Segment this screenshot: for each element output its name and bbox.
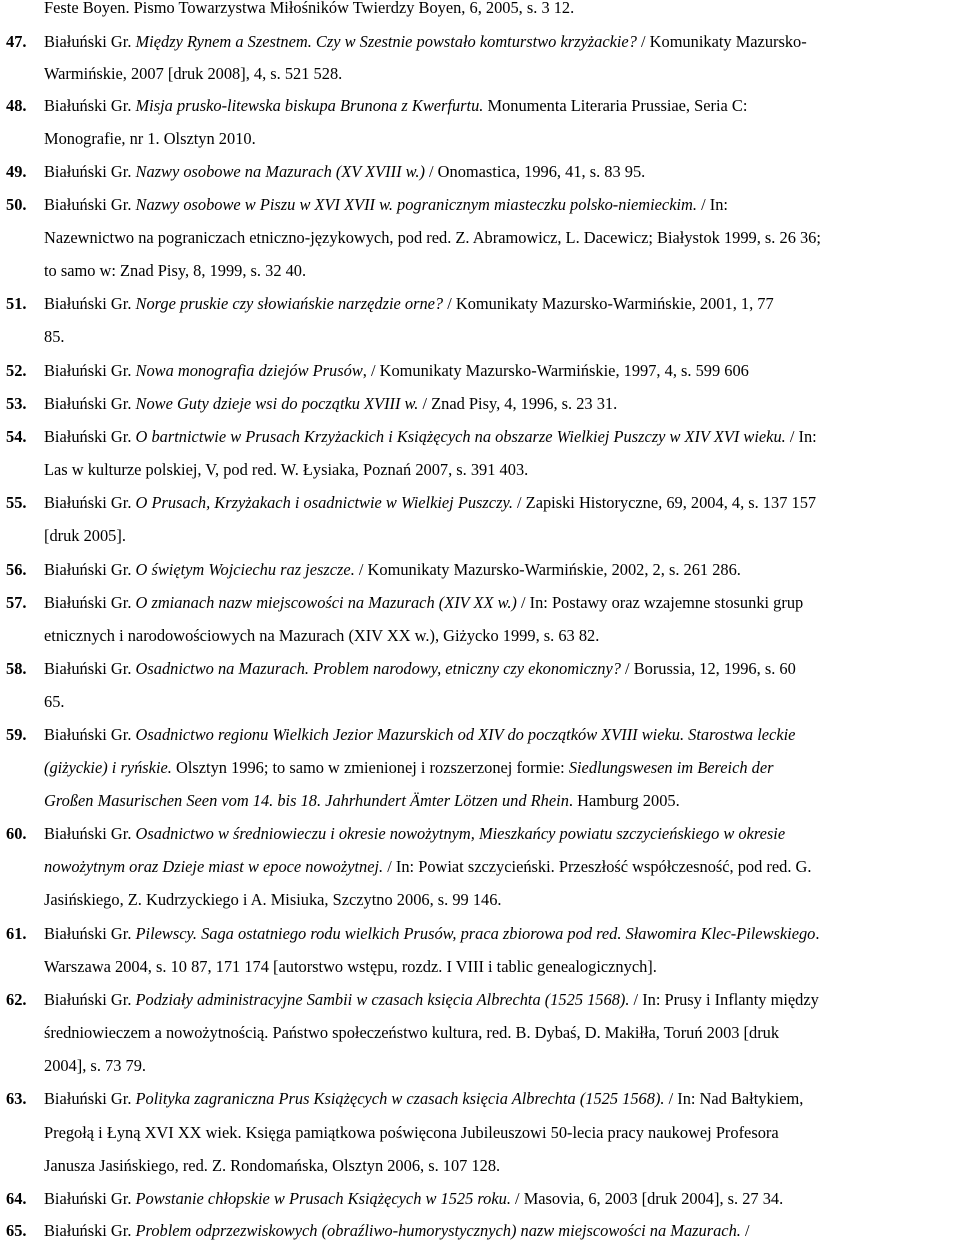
entry-text-segment: / Onomastica, 1996, 41, s. 83 95. xyxy=(424,162,646,181)
entry-number: 50. xyxy=(6,195,27,214)
entry-title-italic: Osadnictwo regionu Wielkich Jezior Mazurskich od XIV do początków XVIII wieku. Starostwa leckie xyxy=(135,725,796,744)
entry-text-segment: Białuński Gr. xyxy=(44,493,136,512)
entry-text-segment: Białuński Gr. xyxy=(44,195,136,214)
entry-number: 53. xyxy=(6,394,27,413)
entry-text-segment: / In: Nad Bałtykiem, xyxy=(664,1089,804,1108)
entry-title-italic: O zmianach nazw miejscowości na Mazurach (XIV XX w.) xyxy=(135,593,517,612)
entry-number: 59. xyxy=(6,725,27,744)
entry-title-italic: (giżyckie) i ryńskie. xyxy=(44,758,172,777)
entry-text xyxy=(44,824,785,844)
entry-title-italic: Między Rynem a Szestnem. Czy w Szestnie powstało komturstwo krzyżackie? xyxy=(135,32,637,51)
entry-title-italic: Pilewscy. Saga ostatniego rodu wielkich Prusów, praca zbiorowa pod red. Sławomira Klec-Pilewskiego xyxy=(135,924,816,943)
entry-text xyxy=(44,195,728,215)
entry-title-italic: O świętym Wojciechu raz jeszcze. xyxy=(135,560,355,579)
entry-text-segment: Monografie, nr 1. Olsztyn 2010. xyxy=(44,129,256,148)
entry-title-italic: Nowa monografia dziejów Prusów xyxy=(135,361,363,380)
entry-title-italic: Misja prusko-litewska biskupa Brunona z Kwerfurtu. xyxy=(135,96,484,115)
entry-title-italic: Podziały administracyjne Sambii w czasach księcia Albrechta (1525 1568). xyxy=(135,990,630,1009)
entry-text-segment: / Komunikaty Mazursko-Warmińskie, 2002, 2, s. 261 286. xyxy=(354,560,741,579)
entry-title-italic: Powstanie chłopskie w Prusach Książęcych w 1525 roku. xyxy=(135,1189,511,1208)
entry-text-segment: Olsztyn 1996; to samo w zmienionej i rozszerzonej formie: xyxy=(171,758,569,777)
entry-number: 49. xyxy=(6,162,27,181)
entry-text-segment: Białuński Gr. xyxy=(44,990,136,1009)
entry-text-segment: [druk 2005]. xyxy=(44,526,126,545)
entry-text xyxy=(44,129,256,149)
entry-title-italic: Nowe Guty dzieje wsi do początku XVIII w. xyxy=(135,394,419,413)
entry-text-segment: / In: Prusy i Inflanty między xyxy=(629,990,819,1009)
entry-text xyxy=(44,1089,803,1109)
entry-text xyxy=(44,725,795,745)
entry-number: 57. xyxy=(6,593,27,612)
entry-text xyxy=(44,626,599,646)
entry-text-segment: / xyxy=(740,1221,750,1240)
entry-text-segment: Białuński Gr. xyxy=(44,96,136,115)
entry-text xyxy=(44,394,617,414)
entry-text-segment: 65. xyxy=(44,692,65,711)
entry-number: 65. xyxy=(6,1221,27,1240)
entry-number: 62. xyxy=(6,990,27,1009)
entry-text xyxy=(44,1056,146,1076)
entry-title-italic: O Prusach, Krzyżakach i osadnictwie w Wielkiej Puszczy. xyxy=(135,493,513,512)
entry-text-segment: średniowieczem a nowożytnością. Państwo społeczeństwo kultura, red. B. Dybaś, D. Makiłła, Toruń 2003 [druk xyxy=(44,1023,780,1042)
entry-text-segment: 85. xyxy=(44,327,65,346)
entry-text xyxy=(44,96,747,116)
entry-number: 64. xyxy=(6,1189,27,1208)
entry-text-segment: Białuński Gr. xyxy=(44,32,136,51)
entry-number: 51. xyxy=(6,294,27,313)
entry-text xyxy=(44,526,126,546)
entry-text xyxy=(44,1221,750,1241)
entry-number: 55. xyxy=(6,493,27,512)
entry-text-segment: etnicznych i narodowościowych na Mazurach (XIV XX w.), Giżycko 1999, s. 63 82. xyxy=(44,626,600,645)
entry-text-segment: / Borussia, 12, 1996, s. 60 xyxy=(620,659,796,678)
entry-title-italic: O bartnictwie w Prusach Krzyżackich i Książęcych na obszarze Wielkiej Puszczy w XIV XVI wieku. xyxy=(135,427,786,446)
entry-text xyxy=(44,692,65,712)
entry-text-segment: Białuński Gr. xyxy=(44,593,136,612)
entry-number: 47. xyxy=(6,32,27,51)
entry-text-segment: Janusza Jasińskiego, red. Z. Rondomańska, Olsztyn 2006, s. 107 128. xyxy=(44,1156,501,1175)
entry-text-segment: Białuński Gr. xyxy=(44,394,136,413)
entry-text xyxy=(44,659,796,679)
entry-text-segment: Białuński Gr. xyxy=(44,659,136,678)
entry-number: 52. xyxy=(6,361,27,380)
entry-text-segment: Białuński Gr. xyxy=(44,560,136,579)
entry-text-segment: / Masovia, 6, 2003 [druk 2004], s. 27 34. xyxy=(510,1189,784,1208)
entry-text xyxy=(44,493,816,513)
entry-text xyxy=(44,327,65,347)
entry-text-segment: Białuński Gr. xyxy=(44,725,136,744)
entry-text xyxy=(44,1023,779,1043)
entry-text xyxy=(44,857,811,877)
entry-text-segment: Białuński Gr. xyxy=(44,1221,136,1240)
entry-text xyxy=(44,261,306,281)
entry-text-segment: Białuński Gr. xyxy=(44,294,136,313)
entry-title-italic: Nazwy osobowe na Mazurach (XV XVIII w.) xyxy=(135,162,425,181)
entry-title-italic: nowożytnym oraz Dzieje miast w epoce nowożytnej. xyxy=(44,857,384,876)
entry-number: 56. xyxy=(6,560,27,579)
entry-text-segment: / Komunikaty Mazursko-Warmińskie, 2001, 1, 77 xyxy=(443,294,774,313)
entry-title-italic: Siedlungswesen im Bereich der xyxy=(568,758,774,777)
entry-text xyxy=(44,427,817,447)
entry-text-segment: / Zapiski Historyczne, 69, 2004, 4, s. 137 157 xyxy=(512,493,817,512)
entry-number: 48. xyxy=(6,96,27,115)
entry-title-italic: Problem odprzezwiskowych (obraźliwo-humorystycznych) nazw miejscowości na Mazurach. xyxy=(135,1221,741,1240)
entry-text-segment: Jasińskiego, Z. Kudrzyckiego i A. Misiuka, Szczytno 2006, s. 99 146. xyxy=(44,890,502,909)
entry-text xyxy=(44,758,774,778)
entry-text-segment: / In: Powiat szczycieński. Przeszłość współczesność, pod red. G. xyxy=(383,857,812,876)
entry-text-segment: / Znad Pisy, 4, 1996, s. 23 31. xyxy=(418,394,618,413)
entry-text-segment: Warmińskie, 2007 [druk 2008], 4, s. 521 528. xyxy=(44,64,343,83)
entry-text-segment: Białuński Gr. xyxy=(44,1089,136,1108)
entry-text xyxy=(44,990,819,1010)
entry-text xyxy=(44,1123,779,1143)
entry-text-segment: Białuński Gr. xyxy=(44,361,136,380)
entry-text-segment: 2004], s. 73 79. xyxy=(44,1056,146,1075)
entry-text-segment: to samo w: Znad Pisy, 8, 1999, s. 32 40. xyxy=(44,261,307,280)
entry-number: 58. xyxy=(6,659,27,678)
entry-text-segment: Białuński Gr. xyxy=(44,427,136,446)
entry-text-segment: Białuński Gr. xyxy=(44,1189,136,1208)
entry-text xyxy=(44,294,774,314)
entry-text-segment: Las w kulturze polskiej, V, pod red. W. Łysiaka, Poznań 2007, s. 391 403. xyxy=(44,460,529,479)
entry-title-italic: Norge pruskie czy słowiańskie narzędzie orne? xyxy=(135,294,444,313)
entry-text-segment: Białuński Gr. xyxy=(44,162,136,181)
entry-title-italic: Polityka zagraniczna Prus Książęcych w czasach księcia Albrechta (1525 1568). xyxy=(135,1089,665,1108)
entry-text-segment: Feste Boyen. Pismo Towarzystwa Miłośników Twierdzy Boyen, 6, 2005, s. 3 12. xyxy=(44,0,575,17)
entry-text-segment: / In: Postawy oraz wzajemne stosunki grup xyxy=(516,593,804,612)
entry-text xyxy=(44,924,820,944)
entry-text xyxy=(44,228,821,248)
entry-text-segment: Pregołą i Łyną XVI XX wiek. Księga pamiątkowa poświęcona Jubileuszowi 50-lecia pracy naukowej Profesora xyxy=(44,1123,779,1142)
entry-title-italic: Osadnictwo na Mazurach. Problem narodowy, etniczny czy ekonomiczny? xyxy=(135,659,621,678)
entry-number: 61. xyxy=(6,924,27,943)
entry-text-segment: Nazewnictwo na pograniczach etniczno-językowych, pod red. Z. Abramowicz, L. Dacewicz; Białystok 1999, s. 26 36; xyxy=(44,228,821,247)
entry-title-italic: Großen Masurischen Seen vom 14. bis 18. Jahrhundert Ämter Lötzen und Rhein xyxy=(44,791,569,810)
entry-text xyxy=(44,957,657,977)
entry-text-segment: . xyxy=(815,924,820,943)
entry-text xyxy=(44,593,803,613)
entry-text xyxy=(44,1156,500,1176)
entry-text-segment: / In: xyxy=(785,427,817,446)
entry-text-segment: , / Komunikaty Mazursko-Warmińskie, 1997, 4, s. 599 606 xyxy=(362,361,749,380)
entry-number: 54. xyxy=(6,427,27,446)
entry-text xyxy=(44,64,342,84)
entry-text-segment: . Hamburg 2005. xyxy=(568,791,680,810)
entry-text xyxy=(44,890,502,910)
entry-text xyxy=(44,32,807,52)
entry-title-italic: Nazwy osobowe w Piszu w XVI XVII w. pogranicznym miasteczku polsko-niemieckim. xyxy=(135,195,697,214)
entry-text-segment: / In: xyxy=(696,195,728,214)
entry-text-segment: Białuński Gr. xyxy=(44,924,136,943)
entry-text xyxy=(44,1189,783,1209)
entry-text xyxy=(44,460,528,480)
entry-text-segment: Monumenta Literaria Prussiae, Seria C: xyxy=(483,96,748,115)
entry-text xyxy=(44,560,741,580)
entry-text-segment: Białuński Gr. xyxy=(44,824,136,843)
entry-text-segment: / Komunikaty Mazursko- xyxy=(636,32,807,51)
entry-number: 63. xyxy=(6,1089,27,1108)
entry-title-italic: Osadnictwo w średniowieczu i okresie nowożytnym, Mieszkańcy powiatu szczycieńskiego w okresie xyxy=(135,824,786,843)
entry-text xyxy=(44,0,574,18)
entry-text-segment: Warszawa 2004, s. 10 87, 171 174 [autorstwo wstępu, rozdz. I VIII i tablic genealogicznych]. xyxy=(44,957,657,976)
entry-text xyxy=(44,162,645,182)
entry-text xyxy=(44,361,749,381)
entry-text xyxy=(44,791,680,811)
entry-number: 60. xyxy=(6,824,27,843)
